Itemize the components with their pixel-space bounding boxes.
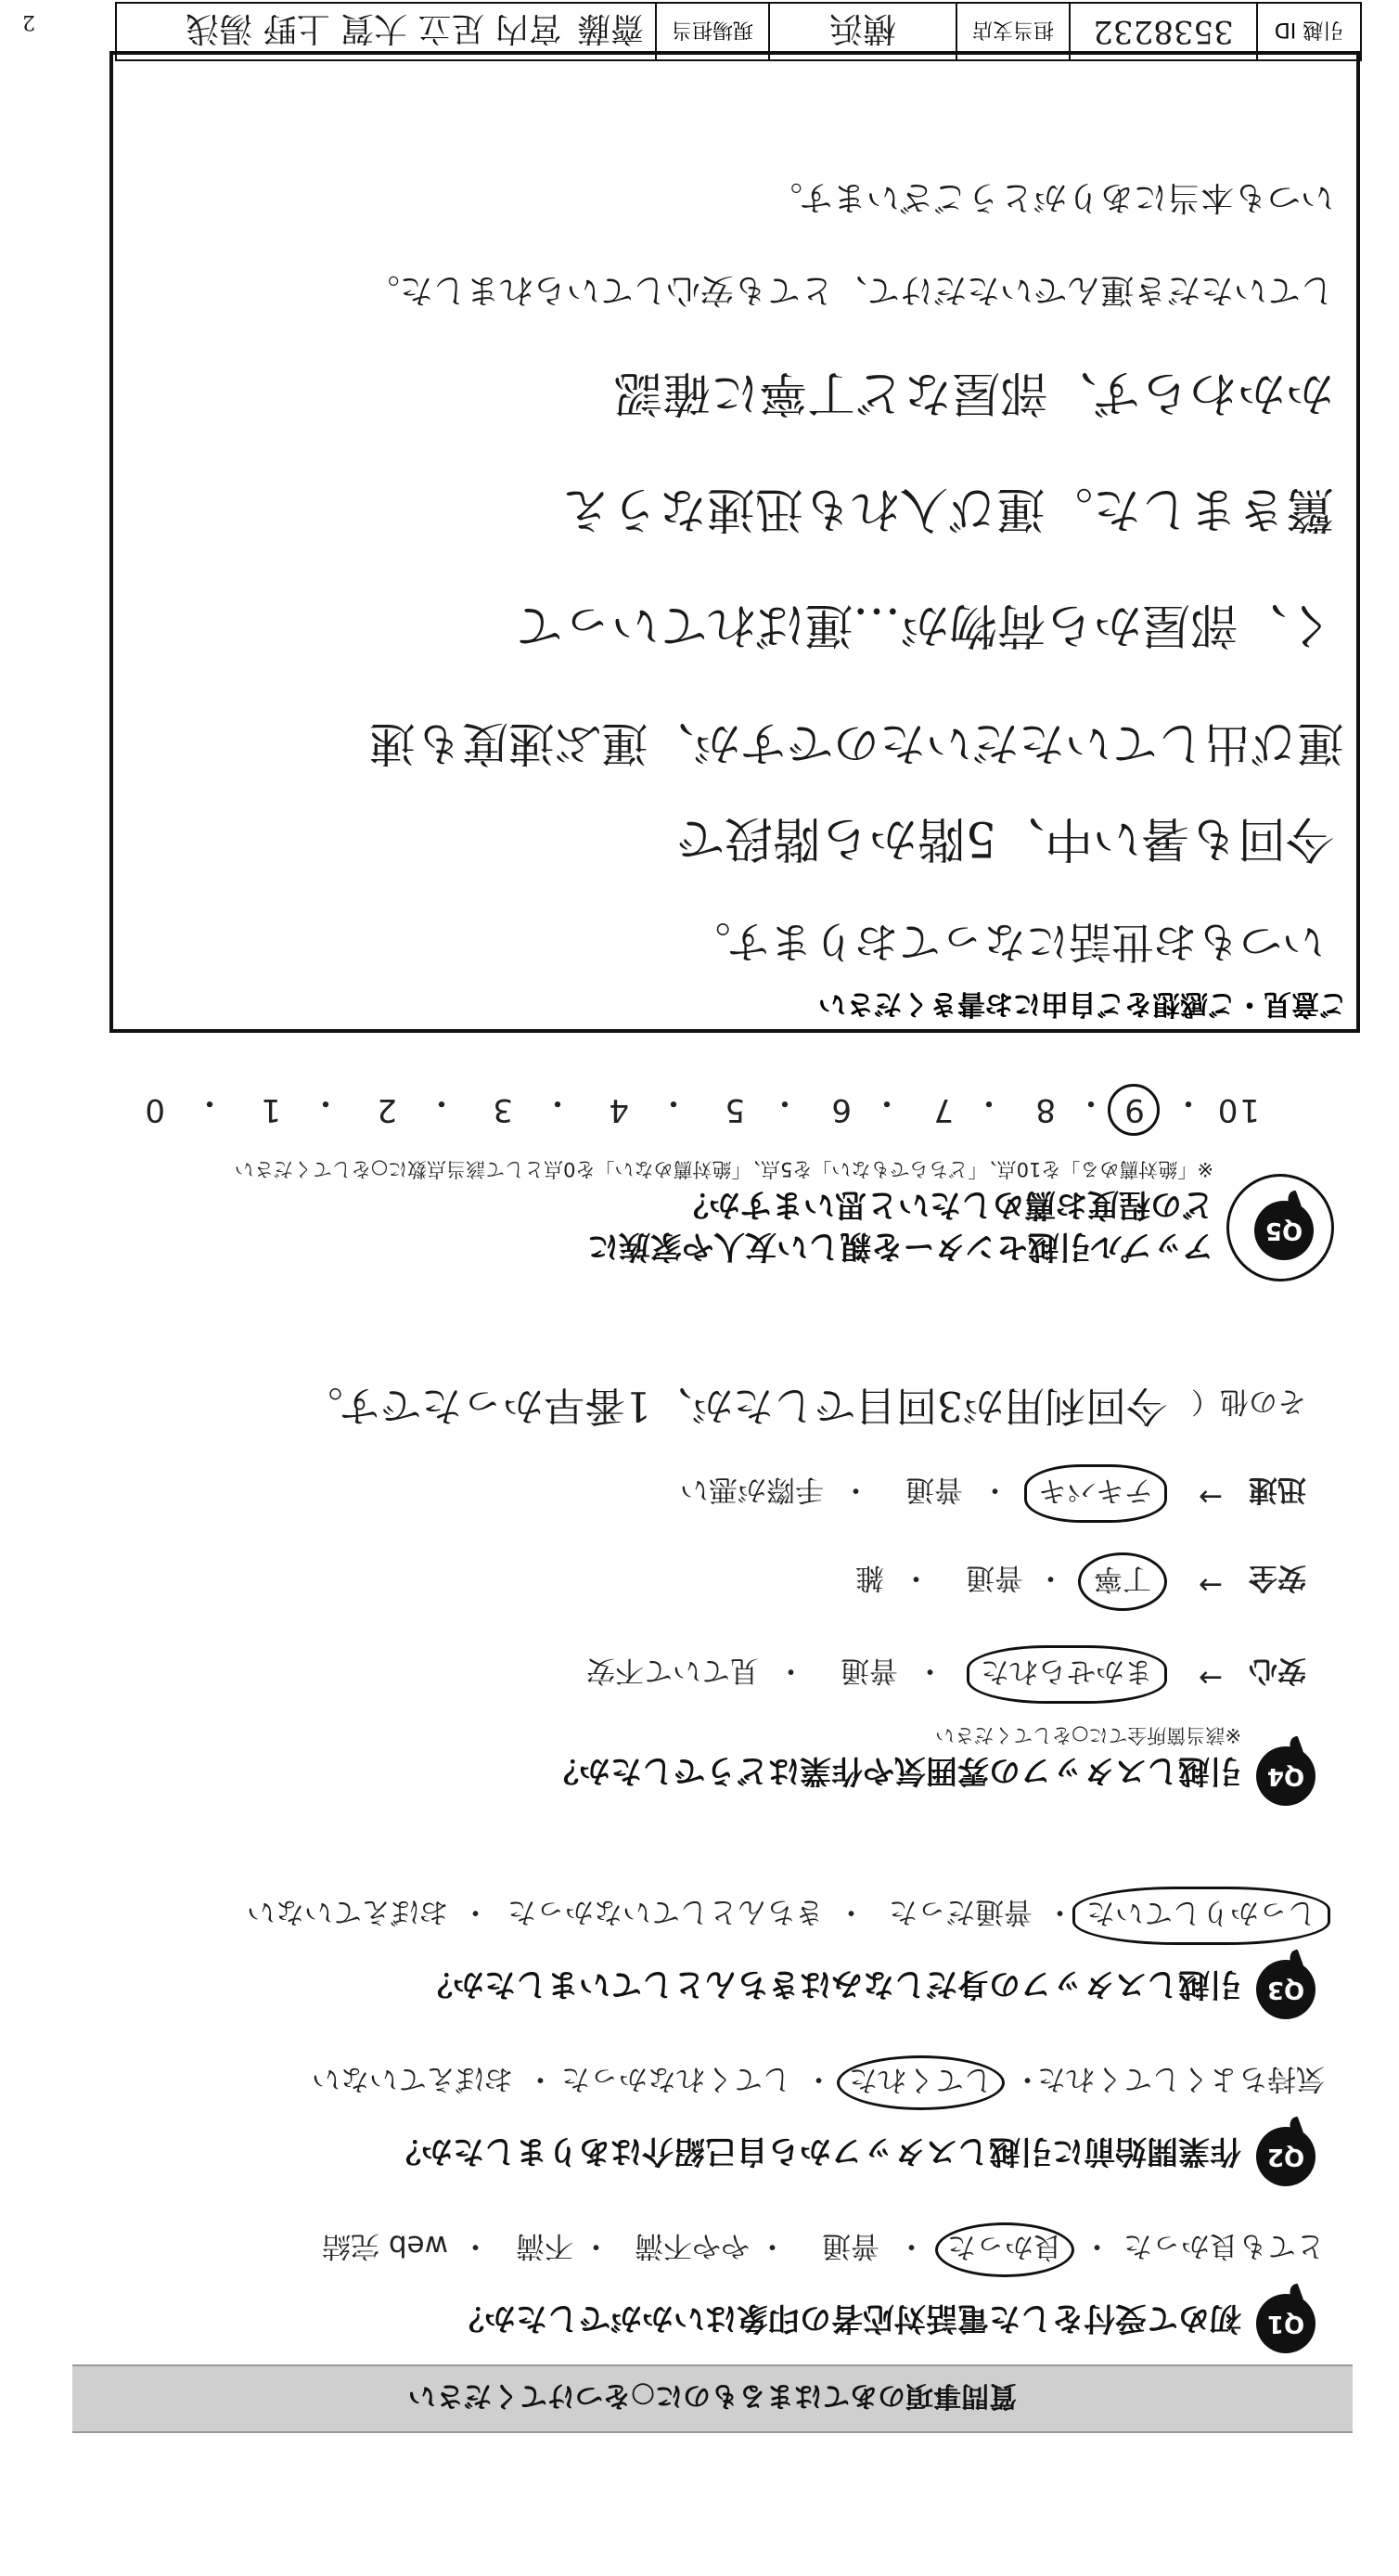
scale-0[interactable]: 0 bbox=[143, 1091, 165, 1128]
q5-note: ※「絶対薦める」を10点、「どちらでもない」を5点、「絶対薦めない」を0点として該当点数に○をしてください bbox=[234, 1158, 1213, 1180]
q1-text: 初めて受付をした電話対応者の印象はいかがでしたか？ bbox=[453, 2299, 1241, 2337]
arrow-icon: → bbox=[1199, 1480, 1223, 1513]
q2-option[interactable]: 気持ちよくしてくれた bbox=[1037, 2062, 1325, 2095]
header-value-staff[interactable] bbox=[117, 4, 655, 59]
remarks-line: く、部屋から荷物が…運ばれていって bbox=[515, 597, 1334, 652]
header-label-id: 引越 ID bbox=[1256, 4, 1360, 59]
q5-text: アップル引越センターを親しい友人や家族に bbox=[587, 1228, 1213, 1265]
q1-option-selected[interactable]: 良かった bbox=[935, 2222, 1074, 2277]
q1-option[interactable]: 不満 bbox=[516, 2229, 573, 2262]
q1-option[interactable]: web 完結 bbox=[322, 2229, 448, 2262]
instruction-banner: 質問事項のあてはまるものに○をつけてください bbox=[72, 2364, 1353, 2433]
remarks-line: していただき運んでいただけて、とても安心していられました。 bbox=[366, 271, 1334, 309]
scale-8[interactable]: 8 bbox=[1033, 1091, 1056, 1128]
header-label-branch: 担当支店 bbox=[956, 4, 1069, 59]
scale-10[interactable]: 10 bbox=[1215, 1091, 1260, 1128]
arrow-icon: → bbox=[1199, 1661, 1223, 1694]
q4-badge: Q4 bbox=[1256, 1746, 1316, 1806]
q1-badge: Q1 bbox=[1256, 2294, 1316, 2353]
q5-scale: 10 ・ 9 ・ 8 ・ 7 ・ 6 ・ 5 ・ 4 ・ 3 ・ 2 ・ 1 ・ 0 bbox=[54, 1073, 1260, 1128]
q4-option[interactable]: 手際が悪い bbox=[680, 1473, 824, 1506]
q1-option[interactable]: 普通 bbox=[822, 2229, 879, 2262]
q2-text: 作業開始前に引越しスタッフから自己紹介はありましたか？ bbox=[390, 2132, 1241, 2170]
corner-mark: 2 bbox=[22, 10, 35, 33]
scale-5[interactable]: 5 bbox=[723, 1091, 745, 1128]
arrow-icon: → bbox=[1199, 1568, 1223, 1602]
survey-page: 質問事項のあてはまるものに○をつけてください Q1 初めて受付をした電話対応者の印象はいかがでしたか？ とても良かった ・ 良かった ・ 普通 ・ やや不満 ・ 不満 ・ web 完結 Q2 作業開始前に引越しスタッフから自己紹介はありましたか？ 気持ちよくしてくれた ・ してくれた ・ してくれなかった ・ おぼえていない Q3 引越しスタッフの身だしなみはきちんとしていましたか？ しっかりしていた ・ 普通だった ・ きちんとしていなかった ・ おぼえていない Q4 引越しスタッフの雰囲気や作業はどうでしたか？ ※該当箇所全てに○をしてください 安心 → まかせられた ・ 普通 ・ 見ていて不安 安全 → 丁寧 ・ 普通 ・ 雑 迅速 → テキパキ ・ 普通 ・ 手際が悪い その他（ 今回利用が3回目でしたが、1番早かったです。 Q5 アップル引越センターを親しい友人や家族に どの程度お薦めしたいと思いますか？ ※「絶対薦める」を10点、「どちらでもない」を5点、「絶対薦めない」を0点として該当点数に○をしてください 10 ・ 9 ・ 8 ・ 7 ・ 6 ・ 5 ・ 4 ・ 3 ・ 2 ・ 1 ・ 0 ご意見・ご感想をご自由にお書きください いつもお世話になっております。 今回も暑い中、5階から階段で 運び出していただいたのですが、運ぶ速度も速 く、部屋から荷物が…運ばれていって 驚きました。運び入れも迅速なうえ かかわらず、部屋など丁寧に確認 していただき運んでいただけて、とても安心していられました。 いつも本当にありがとうございます。 引越 ID 3538232 担当支店 横浜 現場担当 齋藤 宮内 足立 大賀 上野 湯浅 2 bbox=[0, 0, 1399, 2576]
q1-option[interactable]: とても良かった bbox=[1123, 2229, 1325, 2262]
q4-option[interactable]: 普通 bbox=[841, 1654, 898, 1687]
q4-other-written[interactable]: 今回利用が3回目でしたが、1番早かったです。 bbox=[302, 1382, 1167, 1429]
q2-option[interactable]: してくれなかった bbox=[561, 2062, 791, 2095]
header-value-branch[interactable]: 横浜 bbox=[768, 4, 956, 59]
row-label: 迅速 bbox=[1249, 1473, 1306, 1506]
header-value-id[interactable]: 3538232 bbox=[1069, 4, 1256, 59]
q3-option[interactable]: おぼえていない bbox=[247, 1895, 448, 1928]
scale-9-selected[interactable]: 9 bbox=[1108, 1084, 1160, 1136]
q3-option-selected[interactable]: しっかりしていた bbox=[1072, 1887, 1330, 1945]
remarks-line: いつもお世話になっております。 bbox=[687, 917, 1325, 967]
q2-option-selected[interactable]: してくれた bbox=[837, 2055, 1005, 2110]
scale-4[interactable]: 4 bbox=[607, 1091, 629, 1128]
q5-badge: Q5 bbox=[1254, 1201, 1314, 1260]
q4-option[interactable]: 雑 bbox=[855, 1561, 884, 1594]
q3-option[interactable]: 普通だった bbox=[889, 1895, 1033, 1928]
q3-badge: Q3 bbox=[1256, 1960, 1316, 2019]
q4-option[interactable]: 見ていて不安 bbox=[586, 1654, 759, 1687]
staff-primary: 齋藤 bbox=[576, 9, 644, 48]
q4-anzen-selected[interactable]: 丁寧 bbox=[1078, 1552, 1167, 1611]
scale-1[interactable]: 1 bbox=[259, 1091, 281, 1128]
header-label-staff: 現場担当 bbox=[655, 4, 768, 59]
scale-3[interactable]: 3 bbox=[491, 1091, 513, 1128]
scale-2[interactable]: 2 bbox=[375, 1091, 397, 1128]
q4-option[interactable]: 普通 bbox=[905, 1473, 963, 1506]
q3-text: 引越しスタッフの身だしなみはきちんとしていましたか？ bbox=[421, 1965, 1241, 2003]
header-table bbox=[115, 2, 1362, 61]
q4-other-label: その他（ bbox=[1191, 1385, 1306, 1418]
q2-option[interactable]: おぼえていない bbox=[312, 2062, 513, 2095]
staff-others: 宮内 足立 大賀 上野 湯浅 bbox=[186, 9, 562, 48]
q5-text-2: どの程度お薦めしたいと思いますか？ bbox=[677, 1186, 1213, 1223]
q4-option[interactable]: 普通 bbox=[966, 1561, 1023, 1594]
scale-7[interactable]: 7 bbox=[931, 1091, 954, 1128]
q3-option[interactable]: きちんとしていなかった bbox=[507, 1895, 824, 1928]
q4-anshin-selected[interactable]: まかせられた bbox=[967, 1645, 1167, 1704]
remarks-line: いつも本当にありがとうございます。 bbox=[768, 178, 1334, 216]
remarks-line: 運び出していただいたのですが、運ぶ速度も速 bbox=[369, 716, 1343, 770]
q4-text: 引越しスタッフの雰囲気や作業はどうでしたか？ bbox=[547, 1752, 1241, 1789]
q4-note: ※該当箇所全てに○をしてください bbox=[935, 1724, 1241, 1746]
row-label: 安全 bbox=[1249, 1561, 1306, 1594]
q1-option[interactable]: やや不満 bbox=[635, 2229, 750, 2262]
q2-badge: Q2 bbox=[1256, 2127, 1316, 2186]
remarks-line: 今回も暑い中、5階から階段で bbox=[675, 810, 1334, 866]
q4-jinsoku-selected[interactable]: テキパキ bbox=[1024, 1464, 1167, 1523]
row-label: 安心 bbox=[1249, 1654, 1306, 1687]
remarks-line: かかわらず、部屋など丁寧に確認 bbox=[614, 365, 1334, 420]
remarks-line: 驚きました。運び入れも迅速なうえ bbox=[561, 481, 1334, 536]
remarks-label: ご意見・ご感想をご自由にお書きください bbox=[818, 987, 1347, 1020]
scale-6[interactable]: 6 bbox=[829, 1091, 852, 1128]
